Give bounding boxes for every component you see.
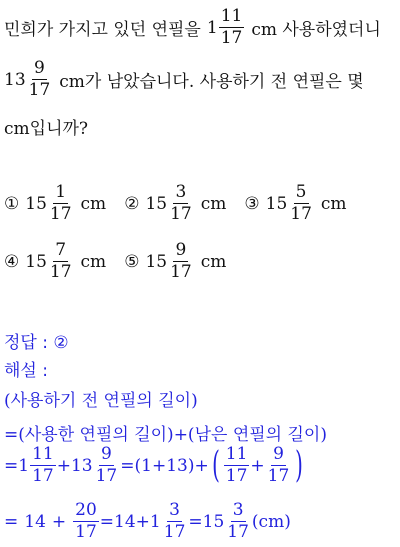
calc1-eq2: = — [120, 455, 135, 476]
left-numerator: 9 — [34, 58, 45, 78]
choices-row-1 — [4, 184, 347, 223]
choice-4[interactable] — [4, 242, 106, 281]
choice-whole: 15 — [25, 193, 47, 214]
calc2-t1: 14 — [24, 511, 46, 532]
choice-mark: ④ — [4, 251, 20, 272]
left-fraction — [27, 60, 53, 99]
used-fraction — [219, 8, 245, 47]
calc2-f2-num: 3 — [169, 500, 180, 520]
choice-mark: ① — [4, 193, 20, 214]
question-line-3 — [4, 114, 88, 139]
calc1-d-num: 9 — [273, 444, 284, 464]
calc1-d-fraction — [266, 446, 292, 485]
used-numerator: 11 — [220, 6, 243, 26]
calc2-f2-whole: 1 — [149, 511, 161, 532]
calc1-plus3: + — [250, 455, 265, 476]
calc2-f2-den: 17 — [163, 522, 186, 542]
calc2-plus: + — [51, 511, 67, 532]
calc1-plus: + — [56, 455, 71, 476]
calc-line-1 — [4, 446, 306, 485]
question-text-1: 민희가 가지고 있던 연필을 — [4, 20, 201, 40]
question-text-1-end: cm 사용하였더니 — [251, 20, 381, 40]
choice-numerator: 9 — [175, 240, 187, 260]
calc2-f3-whole: 15 — [202, 511, 225, 532]
choice-whole: 15 — [145, 193, 168, 214]
choice-3[interactable] — [244, 184, 346, 223]
choice-fraction — [48, 242, 74, 281]
calc1-c-fraction — [224, 446, 250, 485]
choice-denominator: 17 — [49, 204, 72, 224]
calc1-group: (1+13) — [134, 455, 195, 476]
choice-fraction — [168, 184, 194, 223]
choice-mark: ⑤ — [124, 251, 140, 272]
calc1-a-fraction — [30, 446, 56, 485]
calc2-eq3: = — [188, 511, 203, 532]
calc1-eq: = — [4, 455, 19, 476]
calc2-f3-fraction — [225, 502, 251, 541]
choice-denominator: 17 — [170, 262, 192, 282]
choice-whole: 15 — [265, 193, 288, 214]
choice-mark: ③ — [244, 193, 260, 214]
calc2-f1-num: 20 — [75, 500, 97, 520]
calc1-a-whole: 1 — [18, 455, 30, 476]
choice-unit: cm — [200, 193, 227, 214]
choice-numerator: 7 — [55, 240, 67, 260]
choice-denominator: 17 — [49, 262, 72, 282]
calc2-unit: (cm) — [251, 511, 291, 532]
question-line-1 — [4, 8, 381, 47]
calc1-right-paren: ) — [295, 444, 304, 486]
explanation-line-1 — [4, 386, 198, 411]
choice-fraction — [168, 242, 194, 281]
choice-numerator: 3 — [175, 182, 187, 202]
calc2-t2: 14 — [114, 511, 136, 532]
calc2-plus2: + — [135, 511, 150, 532]
choice-whole: 15 — [145, 251, 168, 272]
choice-numerator: 1 — [55, 182, 67, 202]
calc2-eq2: = — [99, 511, 115, 532]
calc2-f3-num: 3 — [232, 500, 244, 520]
used-denominator: 17 — [220, 28, 243, 48]
choice-fraction — [288, 184, 314, 223]
choice-whole: 15 — [25, 251, 47, 272]
explanation-text-2: =(사용한 연필의 길이)+(남은 연필의 길이) — [4, 425, 327, 445]
question-line-2 — [4, 60, 364, 99]
explanation-line-2 — [4, 420, 327, 445]
choice-5[interactable] — [124, 242, 226, 281]
calc1-c-num: 11 — [225, 444, 248, 464]
calc-line-2 — [4, 502, 291, 541]
calc1-a-den: 17 — [32, 466, 54, 486]
calc2-f2-fraction — [162, 502, 188, 541]
calc2-f3-den: 17 — [227, 522, 249, 542]
explanation-label: 해설 : — [4, 361, 48, 381]
calc1-plus2: + — [194, 455, 209, 476]
calc1-b-fraction — [94, 446, 120, 485]
choice-unit: cm — [80, 251, 107, 272]
choice-2[interactable] — [124, 184, 226, 223]
left-mixed-whole: 13 — [4, 69, 26, 90]
calc1-c-den: 17 — [225, 466, 248, 486]
choice-mark: ② — [124, 193, 140, 214]
calc1-left-paren: ( — [211, 444, 220, 486]
choice-1[interactable] — [4, 184, 106, 223]
choice-unit: cm — [320, 193, 347, 214]
used-mixed-whole: 1 — [206, 17, 218, 38]
question-text-2: cm가 남았습니다. 사용하기 전 연필은 몇 — [59, 72, 364, 92]
answer-label: 정답 : ② — [4, 333, 69, 353]
question-text-3: cm입니까? — [4, 119, 89, 139]
calc1-b-whole: 13 — [70, 455, 93, 476]
explanation-text-1: (사용하기 전 연필의 길이) — [4, 391, 198, 411]
calc2-eq: = — [4, 511, 19, 532]
choice-denominator: 17 — [170, 204, 192, 224]
calc1-b-den: 17 — [95, 466, 118, 486]
calc1-b-num: 9 — [101, 444, 112, 464]
calc1-a-num: 11 — [32, 444, 54, 464]
choice-fraction — [48, 184, 74, 223]
calc2-f1-den: 17 — [75, 522, 97, 542]
choice-unit: cm — [200, 251, 227, 272]
answer-line — [4, 328, 69, 353]
calc1-d-den: 17 — [267, 466, 290, 486]
choices-row-2 — [4, 242, 226, 281]
choice-denominator: 17 — [290, 204, 312, 224]
explanation-label-line — [4, 356, 48, 381]
left-denominator: 17 — [28, 80, 51, 100]
calc2-f1-fraction — [73, 502, 99, 541]
choice-unit: cm — [80, 193, 107, 214]
choice-numerator: 5 — [295, 182, 307, 202]
